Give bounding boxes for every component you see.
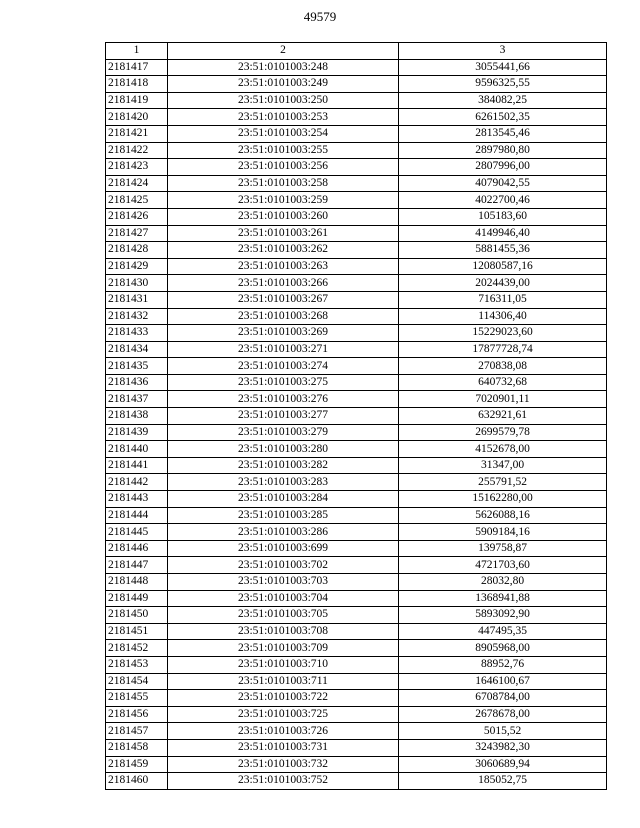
table-row bbox=[106, 474, 607, 491]
row-number-cell: 2181455 bbox=[106, 690, 168, 707]
table-row bbox=[106, 673, 607, 690]
table-row bbox=[106, 690, 607, 707]
table-row bbox=[106, 640, 607, 657]
value-cell: 2813545,46 bbox=[399, 125, 607, 142]
cadastral-number-cell: 23:51:0101003:277 bbox=[168, 408, 399, 425]
value-cell: 6708784,00 bbox=[399, 690, 607, 707]
value-cell: 88952,76 bbox=[399, 656, 607, 673]
value-cell: 105183,60 bbox=[399, 208, 607, 225]
row-number-cell: 2181438 bbox=[106, 408, 168, 425]
row-number-cell: 2181449 bbox=[106, 590, 168, 607]
cadastral-number-cell: 23:51:0101003:266 bbox=[168, 275, 399, 292]
row-number-cell: 2181456 bbox=[106, 706, 168, 723]
cadastral-number-cell: 23:51:0101003:276 bbox=[168, 391, 399, 408]
value-cell: 632921,61 bbox=[399, 408, 607, 425]
table-row bbox=[106, 457, 607, 474]
table-row bbox=[106, 291, 607, 308]
table-row bbox=[106, 574, 607, 591]
table-row bbox=[106, 424, 607, 441]
column-header-1: 1 bbox=[106, 43, 168, 60]
cadastral-number-cell: 23:51:0101003:250 bbox=[168, 92, 399, 109]
row-number-cell: 2181428 bbox=[106, 242, 168, 259]
row-number-cell: 2181430 bbox=[106, 275, 168, 292]
table-row bbox=[106, 225, 607, 242]
value-cell: 447495,35 bbox=[399, 623, 607, 640]
value-cell: 4152678,00 bbox=[399, 441, 607, 458]
cadastral-number-cell: 23:51:0101003:248 bbox=[168, 59, 399, 76]
table-row bbox=[106, 59, 607, 76]
value-cell: 4022700,46 bbox=[399, 192, 607, 209]
cadastral-number-cell: 23:51:0101003:731 bbox=[168, 739, 399, 756]
table-row bbox=[106, 706, 607, 723]
row-number-cell: 2181422 bbox=[106, 142, 168, 159]
table-row bbox=[106, 756, 607, 773]
value-cell: 640732,68 bbox=[399, 374, 607, 391]
cadastral-number-cell: 23:51:0101003:705 bbox=[168, 607, 399, 624]
value-cell: 4079042,55 bbox=[399, 175, 607, 192]
table-header-row bbox=[106, 43, 607, 60]
row-number-cell: 2181432 bbox=[106, 308, 168, 325]
value-cell: 2897980,80 bbox=[399, 142, 607, 159]
value-cell: 2699579,78 bbox=[399, 424, 607, 441]
table-row bbox=[106, 208, 607, 225]
table-row bbox=[106, 192, 607, 209]
table-row bbox=[106, 341, 607, 358]
value-cell: 5909184,16 bbox=[399, 524, 607, 541]
value-cell: 2024439,00 bbox=[399, 275, 607, 292]
value-cell: 2678678,00 bbox=[399, 706, 607, 723]
value-cell: 7020901,11 bbox=[399, 391, 607, 408]
value-cell: 4149946,40 bbox=[399, 225, 607, 242]
table-row bbox=[106, 408, 607, 425]
row-number-cell: 2181454 bbox=[106, 673, 168, 690]
row-number-cell: 2181418 bbox=[106, 76, 168, 93]
value-cell: 12080587,16 bbox=[399, 258, 607, 275]
cadastral-number-cell: 23:51:0101003:274 bbox=[168, 358, 399, 375]
cadastral-number-cell: 23:51:0101003:722 bbox=[168, 690, 399, 707]
table-row bbox=[106, 507, 607, 524]
row-number-cell: 2181427 bbox=[106, 225, 168, 242]
row-number-cell: 2181444 bbox=[106, 507, 168, 524]
cadastral-number-cell: 23:51:0101003:708 bbox=[168, 623, 399, 640]
row-number-cell: 2181459 bbox=[106, 756, 168, 773]
cadastral-number-cell: 23:51:0101003:269 bbox=[168, 325, 399, 342]
table-row bbox=[106, 142, 607, 159]
row-number-cell: 2181423 bbox=[106, 159, 168, 176]
table-row bbox=[106, 491, 607, 508]
row-number-cell: 2181417 bbox=[106, 59, 168, 76]
column-header-2: 2 bbox=[168, 43, 399, 60]
table-row bbox=[106, 590, 607, 607]
value-cell: 5881455,36 bbox=[399, 242, 607, 259]
cadastral-number-cell: 23:51:0101003:710 bbox=[168, 656, 399, 673]
table-row bbox=[106, 723, 607, 740]
table-row bbox=[106, 175, 607, 192]
value-cell: 3060689,94 bbox=[399, 756, 607, 773]
cadastral-number-cell: 23:51:0101003:280 bbox=[168, 441, 399, 458]
row-number-cell: 2181435 bbox=[106, 358, 168, 375]
cadastral-number-cell: 23:51:0101003:255 bbox=[168, 142, 399, 159]
row-number-cell: 2181431 bbox=[106, 291, 168, 308]
cadastral-number-cell: 23:51:0101003:262 bbox=[168, 242, 399, 259]
row-number-cell: 2181448 bbox=[106, 574, 168, 591]
row-number-cell: 2181426 bbox=[106, 208, 168, 225]
value-cell: 1368941,88 bbox=[399, 590, 607, 607]
row-number-cell: 2181446 bbox=[106, 540, 168, 557]
cadastral-number-cell: 23:51:0101003:283 bbox=[168, 474, 399, 491]
row-number-cell: 2181429 bbox=[106, 258, 168, 275]
value-cell: 5626088,16 bbox=[399, 507, 607, 524]
value-cell: 8905968,00 bbox=[399, 640, 607, 657]
table-row bbox=[106, 656, 607, 673]
cadastral-number-cell: 23:51:0101003:249 bbox=[168, 76, 399, 93]
page-number: 49579 bbox=[303, 9, 337, 24]
value-cell: 15162280,00 bbox=[399, 491, 607, 508]
value-cell: 31347,00 bbox=[399, 457, 607, 474]
cadastral-number-cell: 23:51:0101003:254 bbox=[168, 125, 399, 142]
row-number-cell: 2181453 bbox=[106, 656, 168, 673]
value-cell: 3055441,66 bbox=[399, 59, 607, 76]
cadastral-number-cell: 23:51:0101003:268 bbox=[168, 308, 399, 325]
value-cell: 4721703,60 bbox=[399, 557, 607, 574]
cadastral-number-cell: 23:51:0101003:253 bbox=[168, 109, 399, 126]
row-number-cell: 2181419 bbox=[106, 92, 168, 109]
cadastral-number-cell: 23:51:0101003:726 bbox=[168, 723, 399, 740]
row-number-cell: 2181433 bbox=[106, 325, 168, 342]
row-number-cell: 2181440 bbox=[106, 441, 168, 458]
column-header-3: 3 bbox=[399, 43, 607, 60]
row-number-cell: 2181424 bbox=[106, 175, 168, 192]
cadastral-number-cell: 23:51:0101003:267 bbox=[168, 291, 399, 308]
row-number-cell: 2181443 bbox=[106, 491, 168, 508]
table-row bbox=[106, 773, 607, 790]
table-row bbox=[106, 540, 607, 557]
row-number-cell: 2181445 bbox=[106, 524, 168, 541]
table-row bbox=[106, 524, 607, 541]
table-row bbox=[106, 258, 607, 275]
value-cell: 1646100,67 bbox=[399, 673, 607, 690]
cadastral-number-cell: 23:51:0101003:285 bbox=[168, 507, 399, 524]
table-row bbox=[106, 308, 607, 325]
table-row bbox=[106, 441, 607, 458]
table-row bbox=[106, 557, 607, 574]
table-row bbox=[106, 92, 607, 109]
cadastral-number-cell: 23:51:0101003:703 bbox=[168, 574, 399, 591]
row-number-cell: 2181437 bbox=[106, 391, 168, 408]
cadastral-number-cell: 23:51:0101003:709 bbox=[168, 640, 399, 657]
row-number-cell: 2181451 bbox=[106, 623, 168, 640]
register-table bbox=[105, 42, 607, 790]
table-row bbox=[106, 109, 607, 126]
value-cell: 384082,25 bbox=[399, 92, 607, 109]
cadastral-number-cell: 23:51:0101003:260 bbox=[168, 208, 399, 225]
value-cell: 255791,52 bbox=[399, 474, 607, 491]
value-cell: 9596325,55 bbox=[399, 76, 607, 93]
value-cell: 2807996,00 bbox=[399, 159, 607, 176]
table-row bbox=[106, 623, 607, 640]
value-cell: 15229023,60 bbox=[399, 325, 607, 342]
row-number-cell: 2181442 bbox=[106, 474, 168, 491]
table-row bbox=[106, 76, 607, 93]
cadastral-number-cell: 23:51:0101003:279 bbox=[168, 424, 399, 441]
table-body bbox=[106, 59, 607, 789]
table-row bbox=[106, 739, 607, 756]
table-row bbox=[106, 325, 607, 342]
cadastral-number-cell: 23:51:0101003:702 bbox=[168, 557, 399, 574]
cadastral-number-cell: 23:51:0101003:271 bbox=[168, 341, 399, 358]
value-cell: 6261502,35 bbox=[399, 109, 607, 126]
value-cell: 5015,52 bbox=[399, 723, 607, 740]
row-number-cell: 2181447 bbox=[106, 557, 168, 574]
value-cell: 28032,80 bbox=[399, 574, 607, 591]
table-row bbox=[106, 374, 607, 391]
row-number-cell: 2181439 bbox=[106, 424, 168, 441]
table-row bbox=[106, 607, 607, 624]
value-cell: 270838,08 bbox=[399, 358, 607, 375]
cadastral-number-cell: 23:51:0101003:263 bbox=[168, 258, 399, 275]
table-row bbox=[106, 391, 607, 408]
cadastral-number-cell: 23:51:0101003:282 bbox=[168, 457, 399, 474]
cadastral-number-cell: 23:51:0101003:725 bbox=[168, 706, 399, 723]
row-number-cell: 2181425 bbox=[106, 192, 168, 209]
cadastral-number-cell: 23:51:0101003:286 bbox=[168, 524, 399, 541]
table-row bbox=[106, 242, 607, 259]
cadastral-number-cell: 23:51:0101003:711 bbox=[168, 673, 399, 690]
row-number-cell: 2181441 bbox=[106, 457, 168, 474]
row-number-cell: 2181420 bbox=[106, 109, 168, 126]
value-cell: 3243982,30 bbox=[399, 739, 607, 756]
row-number-cell: 2181458 bbox=[106, 739, 168, 756]
cadastral-number-cell: 23:51:0101003:258 bbox=[168, 175, 399, 192]
value-cell: 139758,87 bbox=[399, 540, 607, 557]
table-row bbox=[106, 358, 607, 375]
cadastral-number-cell: 23:51:0101003:699 bbox=[168, 540, 399, 557]
cadastral-number-cell: 23:51:0101003:284 bbox=[168, 491, 399, 508]
value-cell: 114306,40 bbox=[399, 308, 607, 325]
table-row bbox=[106, 275, 607, 292]
row-number-cell: 2181450 bbox=[106, 607, 168, 624]
value-cell: 17877728,74 bbox=[399, 341, 607, 358]
cadastral-number-cell: 23:51:0101003:261 bbox=[168, 225, 399, 242]
value-cell: 5893092,90 bbox=[399, 607, 607, 624]
row-number-cell: 2181460 bbox=[106, 773, 168, 790]
table-row bbox=[106, 159, 607, 176]
value-cell: 185052,75 bbox=[399, 773, 607, 790]
cadastral-number-cell: 23:51:0101003:732 bbox=[168, 756, 399, 773]
row-number-cell: 2181452 bbox=[106, 640, 168, 657]
row-number-cell: 2181421 bbox=[106, 125, 168, 142]
cadastral-number-cell: 23:51:0101003:259 bbox=[168, 192, 399, 209]
value-cell: 716311,05 bbox=[399, 291, 607, 308]
cadastral-number-cell: 23:51:0101003:256 bbox=[168, 159, 399, 176]
cadastral-number-cell: 23:51:0101003:704 bbox=[168, 590, 399, 607]
row-number-cell: 2181434 bbox=[106, 341, 168, 358]
cadastral-number-cell: 23:51:0101003:752 bbox=[168, 773, 399, 790]
row-number-cell: 2181436 bbox=[106, 374, 168, 391]
cadastral-number-cell: 23:51:0101003:275 bbox=[168, 374, 399, 391]
table-row bbox=[106, 125, 607, 142]
row-number-cell: 2181457 bbox=[106, 723, 168, 740]
